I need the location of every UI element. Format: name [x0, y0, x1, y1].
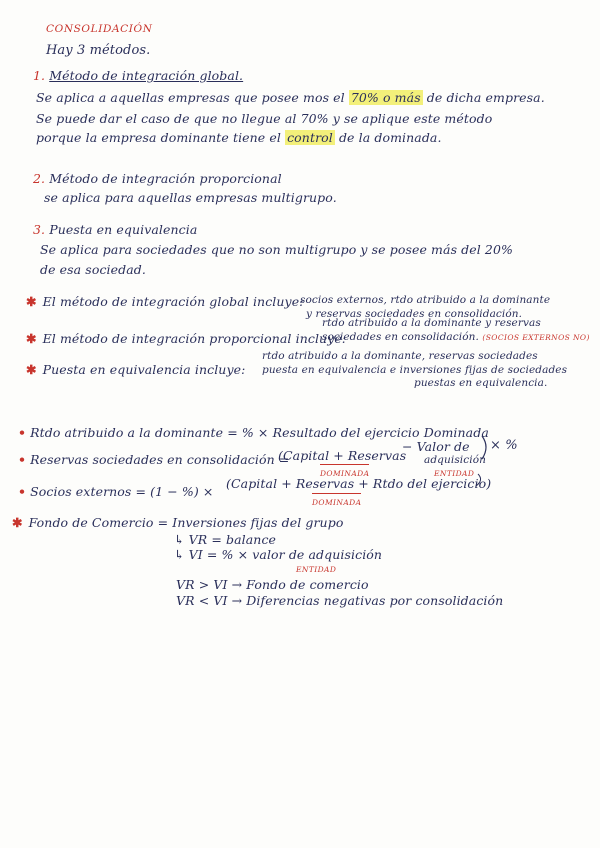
method-1-line-1-b: de dicha empresa. [422, 90, 545, 105]
method-3-line-2: de esa sociedad. [40, 262, 146, 277]
fondo-vi: ↳ VI = % × valor de adquisición [174, 547, 383, 562]
method-2-name: Método de integración proporcional [49, 171, 282, 186]
fondo-vi-sub: ENTIDAD [296, 565, 337, 574]
include-global-label: El método de integración global incluye: [42, 294, 304, 309]
include-global-text-1: socios externos, rtdo atribuido a la dominante [300, 294, 551, 306]
method-1-name: Método de integración global. [49, 68, 244, 83]
bullet-dot-icon: • [18, 452, 27, 467]
method-2-number: 2. [33, 171, 46, 186]
no-socios-note: (SOCIOS EXTERNOS NO) [482, 333, 590, 342]
formula-reservas-tail: × % [490, 438, 518, 453]
method-3-number: 3. [33, 222, 46, 237]
formula-reservas-lhs: Reservas sociedades en consolidación = [30, 452, 290, 467]
fondo-comercio-label: Fondo de Comercio = Inversiones fijas del grupo [28, 515, 344, 530]
include-equivalence-label: Puesta en equivalencia incluye: [42, 362, 246, 377]
include-global-text-2: y reservas sociedades en consolidación. [306, 308, 523, 320]
formula-reservas-p1: (Capital + Reservas [278, 448, 407, 463]
fondo-case-1: VR > VI → Fondo de comercio [176, 577, 369, 592]
method-1-line-3-a: porque la empresa dominante tiene el [36, 130, 286, 145]
include-proportional-label: El método de integración proporcional incluye: [42, 331, 347, 346]
include-equivalence-text-3: puestas en equivalencia. [414, 377, 548, 389]
asterisk-icon: ✱ [12, 515, 23, 530]
fondo-case-2: VR < VI → Diferencias negativas por consolidación [176, 593, 504, 608]
method-3-name: Puesta en equivalencia [49, 222, 198, 237]
asterisk-icon: ✱ [26, 362, 37, 377]
method-1-number: 1. [33, 68, 46, 83]
method-1-line-1-a: Se aplica a aquellas empresas que posee mos el [36, 90, 349, 105]
include-proportional-text-2a: sociedades en consolidación. [322, 331, 479, 343]
asterisk-icon: ✱ [26, 331, 37, 346]
formula-reservas-sub2: ENTIDAD [434, 469, 475, 478]
method-2-line-1: se aplica para aquellas empresas multigrupo. [44, 190, 337, 205]
formula-reservas-minus: − Valor de [402, 439, 470, 454]
paren-close [482, 436, 486, 459]
formula-rtdo-lhs: Rtdo atribuido a la dominante [30, 425, 224, 440]
paren-close-2 [476, 474, 481, 486]
formula-reservas-sub1: DOMINADA [320, 464, 369, 482]
formula-reservas-adq: adquisición [424, 454, 486, 466]
method-1-line-3-b: de la dominada. [334, 130, 442, 145]
bullet-dot-icon: • [18, 425, 27, 440]
highlight-control: control [287, 130, 333, 145]
formula-socios-p1: (Capital + Reservas + Rtdo del ejercicio) [226, 476, 492, 491]
include-equivalence-text-2: puesta en equivalencia e inversiones fijas de sociedades [262, 364, 568, 376]
intro-text: Hay 3 métodos. [46, 43, 151, 58]
method-3-line-1: Se aplica para sociedades que no son multigrupo y se posee más del 20% [40, 242, 514, 257]
include-equivalence-text-1: rtdo atribuido a la dominante, reservas sociedades [262, 350, 538, 362]
fondo-vr: ↳ VR = balance [174, 532, 277, 547]
highlight-70: 70% o más [350, 90, 421, 105]
method-1-line-2: Se puede dar el caso de que no llegue al 70% y se aplique este método [36, 111, 493, 126]
formula-socios-lhs: Socios externos = (1 − %) × [30, 484, 214, 499]
formula-socios-sub: DOMINADA [312, 493, 361, 511]
include-proportional-text-1: rtdo atribuido a la dominante y reservas [322, 317, 541, 329]
bullet-dot-icon: • [18, 484, 27, 499]
formula-rtdo-rhs: = % × Resultado del ejercicio Dominada [227, 425, 489, 440]
asterisk-icon: ✱ [26, 294, 37, 309]
page-title: CONSOLIDACIÓN [46, 23, 153, 35]
